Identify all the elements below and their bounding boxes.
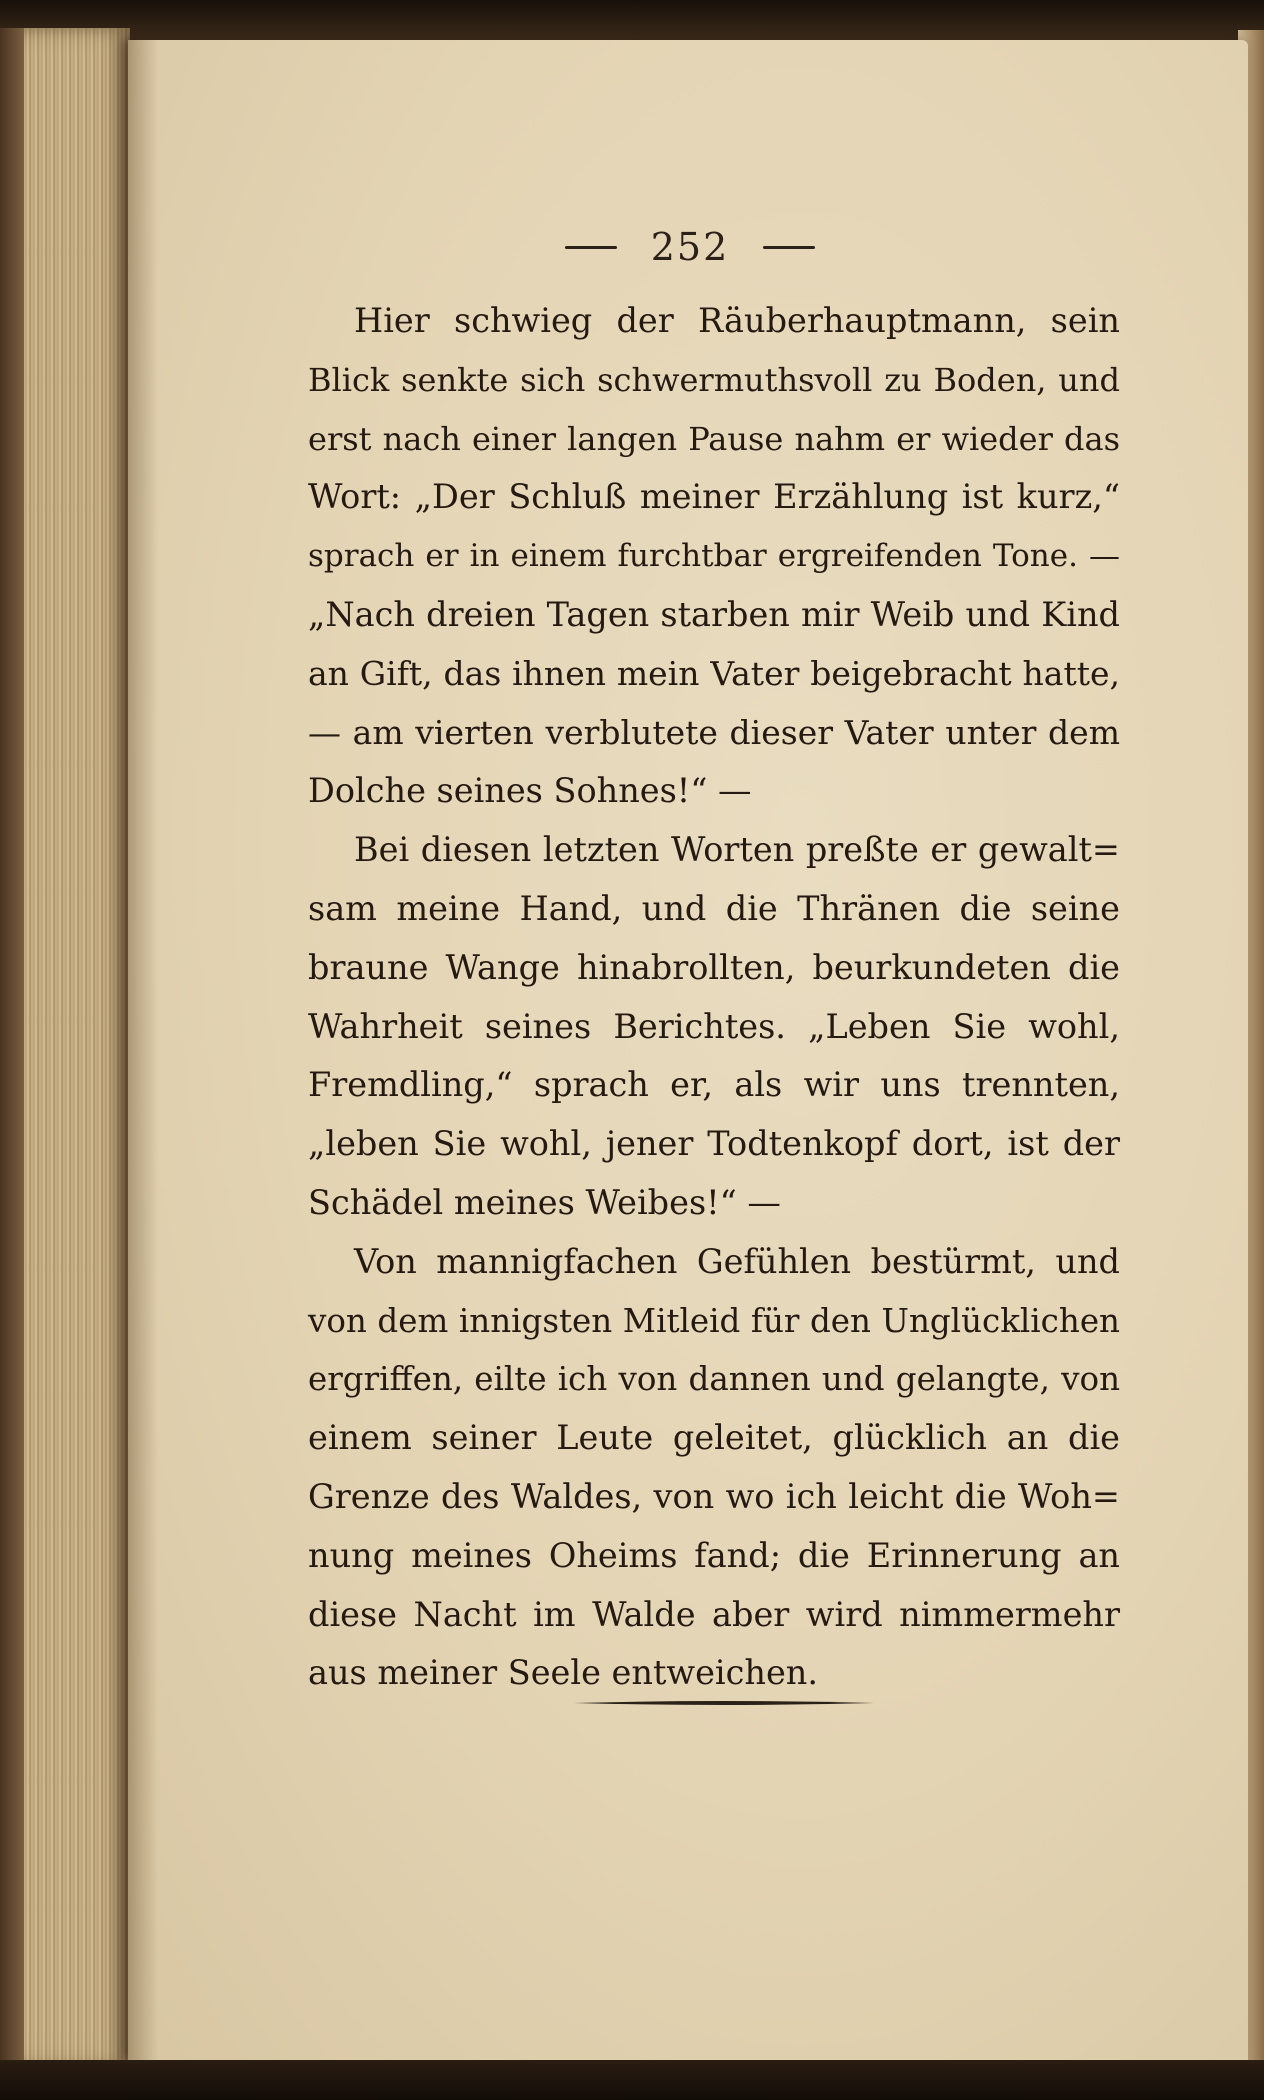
page-header [520,222,860,272]
text-line: Fremdling,“ sprach er, als wir uns trennten, [308,1065,1120,1105]
text-line: ergriffen, eilte ich von dannen und gelangte, von [308,1360,1120,1399]
text-line: Grenze des Waldes, von wo ich leicht die Woh= [308,1476,1120,1516]
paragraph-3 [308,1233,1120,1703]
book-spine-shadow [0,28,24,2068]
text-line: erst nach einer langen Pause nahm er wieder das [308,419,1120,458]
text-line: — am vierten verblutete dieser Vater unter dem [308,712,1120,752]
text-line: Dolche seines Sohnes!“ — [308,771,752,811]
text-line: aus meiner Seele entweichen. [308,1653,819,1693]
text-line: Blick senkte sich schwermuthsvoll zu Boden, und [308,360,1120,399]
text-line: Bei diesen letzten Worten preßte er gewalt= [354,830,1120,870]
header-dash-right [763,246,815,249]
scan-bottom-edge [0,2060,1264,2100]
closing-rule-ornament [574,1699,874,1707]
text-line: Hier schwieg der Räuberhauptmann, sein [354,301,1120,340]
text-line: Wahrheit seines Berichtes. „Leben Sie wohl, [308,1006,1120,1046]
text-line: braune Wange hinabrollten, beurkundeten die [308,947,1120,987]
text-line: „leben Sie wohl, jener Todtenkopf dort, ist der [308,1124,1120,1164]
paragraph-2 [308,821,1120,1233]
header-dash-left [565,246,617,249]
text-line: nung meines Oheims fand; die Erinnerung an [308,1535,1120,1575]
page-number: 252 [650,225,730,269]
body-text [308,292,1120,1703]
text-line: Schädel meines Weibes!“ — [308,1182,781,1222]
text-line: sam meine Hand, und die Thränen die seine [308,888,1120,928]
gutter-shadow [128,40,158,2060]
text-line: Wort: „Der Schluß meiner Erzählung ist kurz,“ [308,477,1120,517]
text-line: „Nach dreien Tagen starben mir Weib und Kind [308,594,1120,634]
text-line: sprach er in einem furchtbar ergreifenden Tone. — [308,538,1120,575]
text-line: an Gift, das ihnen mein Vater beigebracht hatte, [308,653,1120,693]
paragraph-1 [308,292,1120,821]
text-line: Von mannigfachen Gefühlen bestürmt, und [354,1241,1120,1281]
text-line: von dem innigsten Mitleid für den Unglücklichen [308,1301,1120,1340]
text-line: diese Nacht im Walde aber wird nimmermehr [308,1594,1120,1634]
scan-top-edge [0,0,1264,40]
closing-rule [574,1699,874,1707]
text-line: einem seiner Leute geleitet, glücklich an die [308,1418,1120,1458]
